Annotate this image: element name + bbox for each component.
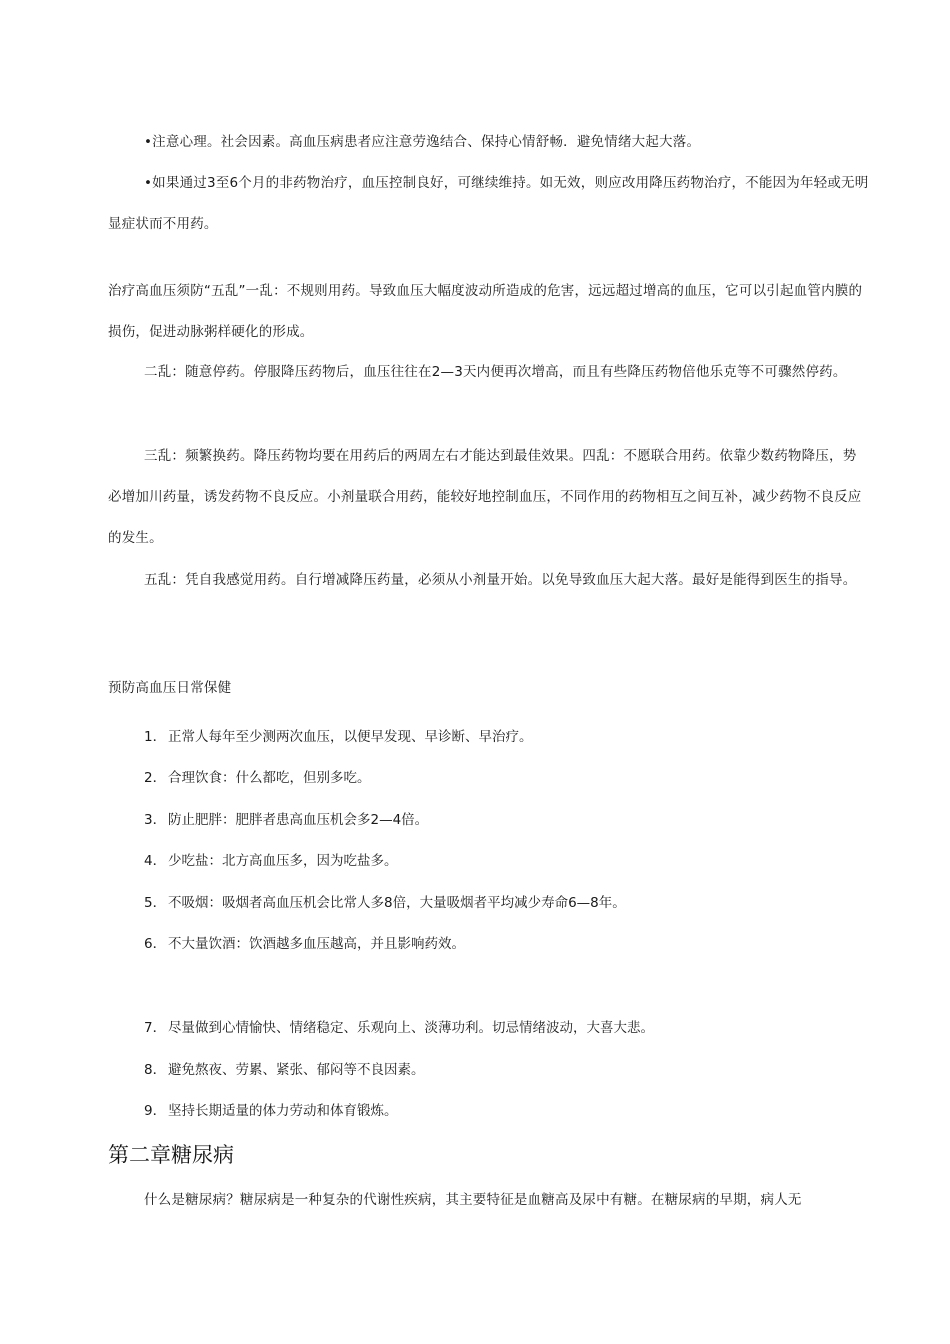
list-item: 8． 避免熬夜、劳累、紧张、郁闷等不良因素。	[144, 1062, 425, 1078]
paragraph-five-mistakes-2: 二乱：随意停药。停服降压药物后，血压往往在2—3天内便再次增高，而且有些降压药物倍他乐克等不可骤然停药。	[144, 364, 847, 380]
section-title-prevention: 预防高血压日常保健	[108, 680, 232, 696]
chapter-intro: 什么是糖尿病？糖尿病是一种复杂的代谢性疾病，其主要特征是血糖高及尿中有糖。在糖尿病的早期，病人无	[144, 1192, 802, 1208]
paragraph-five-mistakes-3-4: 三乱：频繁换药。降压药物均要在用药后的两周左右才能达到最佳效果。四乱：不愿联合用药。依靠少数药物降压，势必增加川药量，诱发药物不良反应。小剂量联合用药，能较好地控制血压，不同作用的药物相互之间互补，减少药物不良反应的发生。	[108, 448, 862, 546]
paragraph-psychology: •注意心理。社会因素。高血压病患者应注意劳逸结合、保持心情舒畅．避免情绪大起大落。	[144, 134, 701, 150]
list-item: 6． 不大量饮酒：饮酒越多血压越高，并且影响药效。	[144, 936, 465, 952]
list-item: 7． 尽量做到心情愉快、情绪稳定、乐观向上、淡薄功利。切忌情绪波动，大喜大悲。	[144, 1020, 654, 1036]
list-item: 1． 正常人每年至少测两次血压，以便早发现、早诊断、早治疗。	[144, 729, 533, 745]
paragraph-non-drug-therapy: •如果通过3至6个月的非药物治疗，血压控制良好，可继续维持。如无效，则应改用降压药物治疗，不能因为年轻或无明显症状而不用药。	[108, 175, 869, 232]
chapter-title: 第二章糖尿病	[108, 1143, 234, 1167]
list-item: 5． 不吸烟：吸烟者高血压机会比常人多8倍，大量吸烟者平均减少寿命6—8年。	[144, 895, 626, 911]
paragraph-five-mistakes-1: 治疗高血压须防“五乱”一乱：不规则用药。导致血压大幅度波动所造成的危害，远远超过增高的血压，它可以引起血管内膜的损伤，促进动脉粥样硬化的形成。	[108, 283, 863, 340]
list-item: 3． 防止肥胖：肥胖者患高血压机会多2—4倍。	[144, 812, 429, 828]
list-item: 9． 坚持长期适量的体力劳动和体育锻炼。	[144, 1103, 398, 1119]
list-item: 2． 合理饮食：什么都吃，但别多吃。	[144, 770, 371, 786]
list-item: 4． 少吃盐：北方高血压多，因为吃盐多。	[144, 853, 398, 869]
paragraph-five-mistakes-5: 五乱：凭自我感觉用药。自行增减降压药量，必须从小剂量开始。以免导致血压大起大落。最好是能得到医生的指导。	[144, 572, 857, 588]
